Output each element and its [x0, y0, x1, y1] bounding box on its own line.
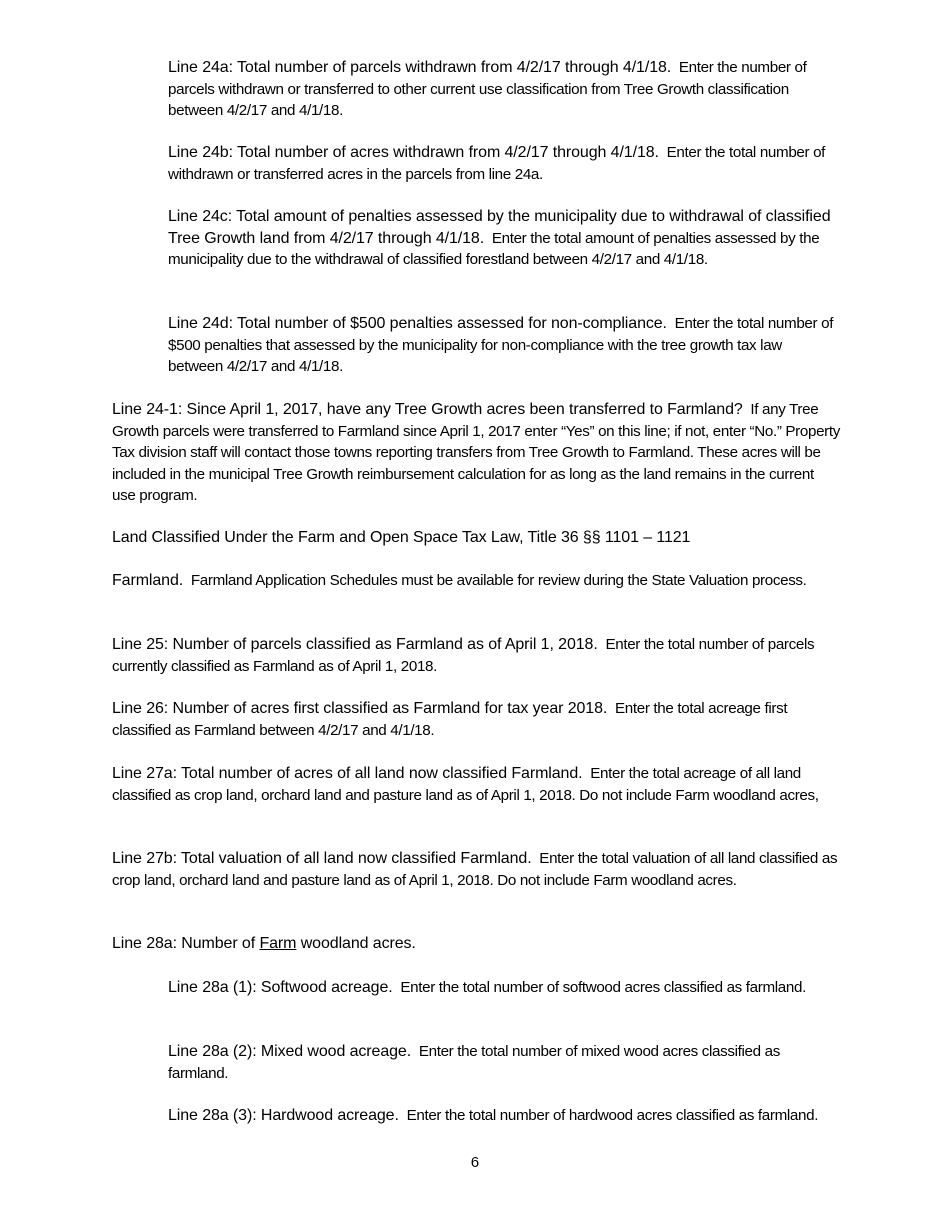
line-27a-heading: Line 27a: Total number of acres of all land now classified Farmland. [112, 765, 583, 782]
line-24d-instructions: Enter the total number of $500 penalties that assessed by the municipality for non-compliance with the tree growth tax law between 4/2/17 and 4/1/18. [168, 315, 834, 376]
line-24c-instructions: Enter the total amount of penalties assessed by the municipality due to the withdrawal of classified forestland between 4/2/17 and 4/1/18. [168, 229, 820, 269]
line-28a-heading-pre: Line 28a: Number of [112, 935, 260, 952]
line-26-instructions: Enter the total acreage first classified as Farmland between 4/2/17 and 4/1/18. [112, 700, 788, 739]
line-25-instructions: Enter the total number of parcels currently classified as Farmland as of April 1, 2018. [112, 636, 815, 675]
line-24b-heading: Line 24b: Total number of acres withdrawn from 4/2/17 through 4/1/18. [168, 144, 659, 161]
line-28a-3-heading: Line 28a (3): Hardwood acreage. [168, 1107, 399, 1124]
line-28a-1-instructions: Enter the total number of softwood acres classified as farmland. [400, 979, 806, 996]
line-24a-instructions: Enter the number of parcels withdrawn or transferred to other current use classification from Tree Growth classification between 4/2/17 and 4/1/18. [168, 59, 807, 120]
line-28a-heading-post: woodland acres. [296, 935, 416, 952]
paragraph-line-27a [112, 763, 840, 806]
line-24-1-instructions: If any Tree Growth parcels were transferred to Farmland since April 1, 2017 enter “Yes” on this line; if not, enter “No.” Property Tax division staff will contact those towns reporting transfers from Tree Growth to Farmland. These acres will be included in the municipal Tree Growth reimbursement calculation for as long as the land remains in the current use program. [112, 401, 840, 505]
line-28a-3-instructions: Enter the total number of hardwood acres classified as farmland. [406, 1107, 819, 1124]
line-28a-2-heading: Line 28a (2): Mixed wood acreage. [168, 1043, 412, 1060]
paragraph-line-28a-3 [168, 1105, 840, 1127]
section-heading-farm-open-space [112, 527, 840, 549]
paragraph-line-24d [168, 313, 840, 378]
line-28a-1-heading: Line 28a (1): Softwood acreage. [168, 979, 393, 996]
paragraph-line-26 [112, 698, 840, 741]
line-24b-instructions: Enter the total number of withdrawn or transferred acres in the parcels from line 24a. [168, 144, 826, 183]
line-24d-heading: Line 24d: Total number of $500 penalties assessed for non-compliance. [168, 315, 667, 332]
line-24c-heading: Line 24c: Total amount of penalties assessed by the municipality due to withdrawal of classified Tree Growth land from 4/2/17 through 4/1/18. [168, 208, 831, 247]
paragraph-line-24-1 [112, 399, 840, 507]
farmland-heading: Farmland. [112, 572, 184, 589]
paragraph-farmland-intro [112, 570, 840, 592]
line-28a-2-instructions: Enter the total number of mixed wood acres classified as farmland. [168, 1043, 780, 1082]
line-27b-heading: Line 27b: Total valuation of all land now classified Farmland. [112, 850, 532, 867]
paragraph-line-24c [168, 206, 840, 271]
line-24a-heading: Line 24a: Total number of parcels withdrawn from 4/2/17 through 4/1/18. [168, 59, 672, 76]
paragraph-line-28a [112, 933, 840, 955]
line-27b-instructions: Enter the total valuation of all land classified as crop land, orchard land and pasture land as of April 1, 2018. Do not include Farm woodland acres. [112, 850, 838, 889]
page-number: 6 [470, 1154, 480, 1171]
line-25-heading: Line 25: Number of parcels classified as Farmland as of April 1, 2018. [112, 636, 598, 653]
section-heading-text: Land Classified Under the Farm and Open Space Tax Law, Title 36 §§ 1101 – 1121 [112, 529, 691, 546]
paragraph-line-28a-1 [168, 977, 840, 999]
line-24-1-heading: Line 24-1: Since April 1, 2017, have any Tree Growth acres been transferred to Farmland? [112, 401, 743, 418]
paragraph-line-25 [112, 634, 840, 677]
line-28a-heading-underlined: Farm [259, 935, 297, 952]
paragraph-line-24b [168, 142, 840, 185]
line-27a-instructions: Enter the total acreage of all land classified as crop land, orchard land and pasture land as of April 1, 2018. Do not include Farm woodland acres, [112, 765, 819, 804]
farmland-instructions: Farmland Application Schedules must be available for review during the State Valuation process. [190, 572, 807, 589]
paragraph-line-24a [168, 57, 840, 122]
paragraph-line-27b [112, 848, 840, 891]
paragraph-line-28a-2 [168, 1041, 840, 1084]
line-26-heading: Line 26: Number of acres first classified as Farmland for tax year 2018. [112, 700, 608, 717]
